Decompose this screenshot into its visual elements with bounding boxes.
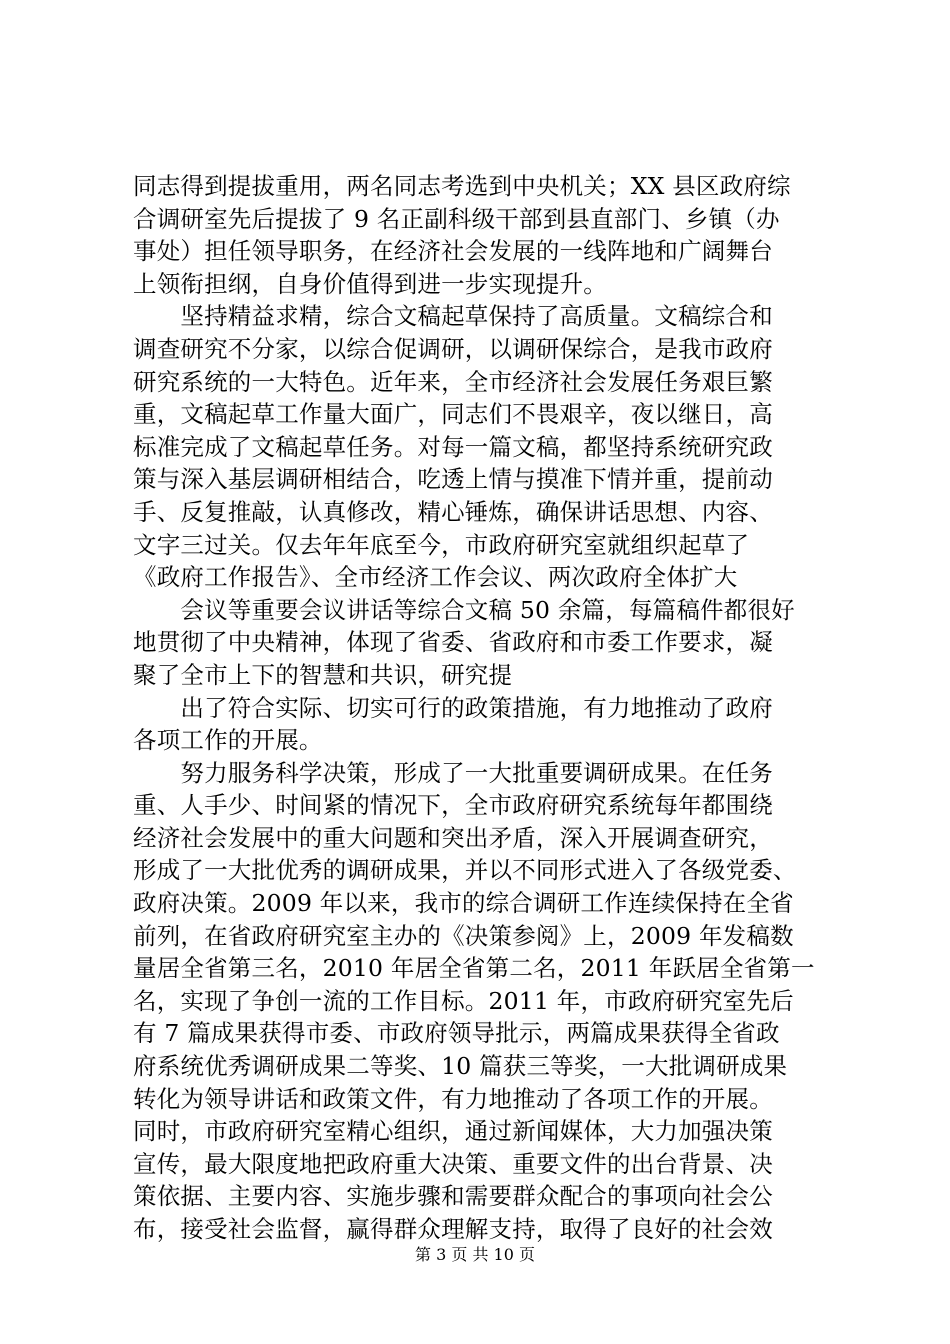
text-line: 努力服务科学决策，形成了一大批重要调研成果。在任务 (133, 758, 773, 787)
body-text (133, 170, 833, 1246)
text-line: 名，实现了争创一流的工作目标。2011 年，市政府研究室先后 (133, 986, 794, 1015)
text-line: 聚了全市上下的智慧和共识，研究提 (133, 660, 513, 689)
text-line: 转化为领导讲话和政策文件，有力地推动了各项工作的开展。 (133, 1084, 773, 1113)
text-line: 有 7 篇成果获得市委、市政府领导批示，两篇成果获得全省政 (133, 1019, 780, 1048)
text-line: 合调研室先后提拔了 9 名正副科级干部到县直部门、乡镇（办 (133, 204, 780, 233)
text-line: 前列，在省政府研究室主办的《决策参阅》上，2009 年发稿数 (133, 921, 794, 950)
text-line: 坚持精益求精，综合文稿起草保持了高质量。文稿综合和 (133, 302, 773, 331)
text-line: 同时，市政府研究室精心组织，通过新闻媒体，大力加强决策 (133, 1117, 773, 1146)
text-line: 研究系统的一大特色。近年来，全市经济社会发展任务艰巨繁 (133, 367, 773, 396)
text-line: 量居全省第三名，2010 年居全省第二名，2011 年跃居全省第一 (133, 954, 815, 983)
text-line: 形成了一大批优秀的调研成果，并以不同形式进入了各级党委、 (133, 856, 797, 885)
text-line: 各项工作的开展。 (133, 726, 323, 755)
text-line: 宣传，最大限度地把政府重大决策、重要文件的出台背景、决 (133, 1149, 773, 1178)
text-line: 经济社会发展中的重大问题和突出矛盾，深入开展调查研究， (133, 823, 773, 852)
text-line: 调查研究不分家，以综合促调研，以调研保综合，是我市政府 (133, 334, 773, 363)
text-line: 重，文稿起草工作量大面广，同志们不畏艰辛，夜以继日，高 (133, 400, 773, 429)
text-line: 手、反复推敲，认真修改，精心锤炼，确保讲话思想、内容、 (133, 497, 773, 526)
text-line: 出了符合实际、切实可行的政策措施，有力地推动了政府 (133, 693, 773, 722)
text-line: 策依据、主要内容、实施步骤和需要群众配合的事项向社会公 (133, 1182, 773, 1211)
text-line: 文字三过关。仅去年年底至今，市政府研究室就组织起草了 (133, 530, 750, 559)
text-line: 上领衔担纲，自身价值得到进一步实现提升。 (133, 269, 607, 298)
text-line: 政府决策。2009 年以来，我市的综合调研工作连续保持在全省 (133, 889, 794, 918)
text-line: 地贯彻了中央精神，体现了省委、省政府和市委工作要求，凝 (133, 628, 773, 657)
text-line: 府系统优秀调研成果二等奖、10 篇获三等奖，一大批调研成果 (133, 1052, 788, 1081)
text-line: 同志得到提拔重用，两名同志考选到中央机关；XX 县区政府综 (133, 172, 791, 200)
page-number-footer: 第 3 页 共 10 页 (415, 1245, 535, 1264)
text-line: 重、人手少、时间紧的情况下，全市政府研究系统每年都围绕 (133, 791, 773, 820)
text-line: 事处）担任领导职务，在经济社会发展的一线阵地和广阔舞台 (133, 237, 773, 266)
text-line: 标准完成了文稿起草任务。对每一篇文稿，都坚持系统研究政 (133, 432, 773, 461)
text-line: 策与深入基层调研相结合，吃透上情与摸准下情并重，提前动 (133, 465, 773, 494)
text-line: 会议等重要会议讲话等综合文稿 50 余篇，每篇稿件都很好 (133, 595, 795, 624)
text-line: 布，接受社会监督，赢得群众理解支持，取得了良好的社会效 (133, 1215, 773, 1243)
text-line: 《政府工作报告》、全市经济工作会议、两次政府全体扩大 (133, 563, 738, 592)
